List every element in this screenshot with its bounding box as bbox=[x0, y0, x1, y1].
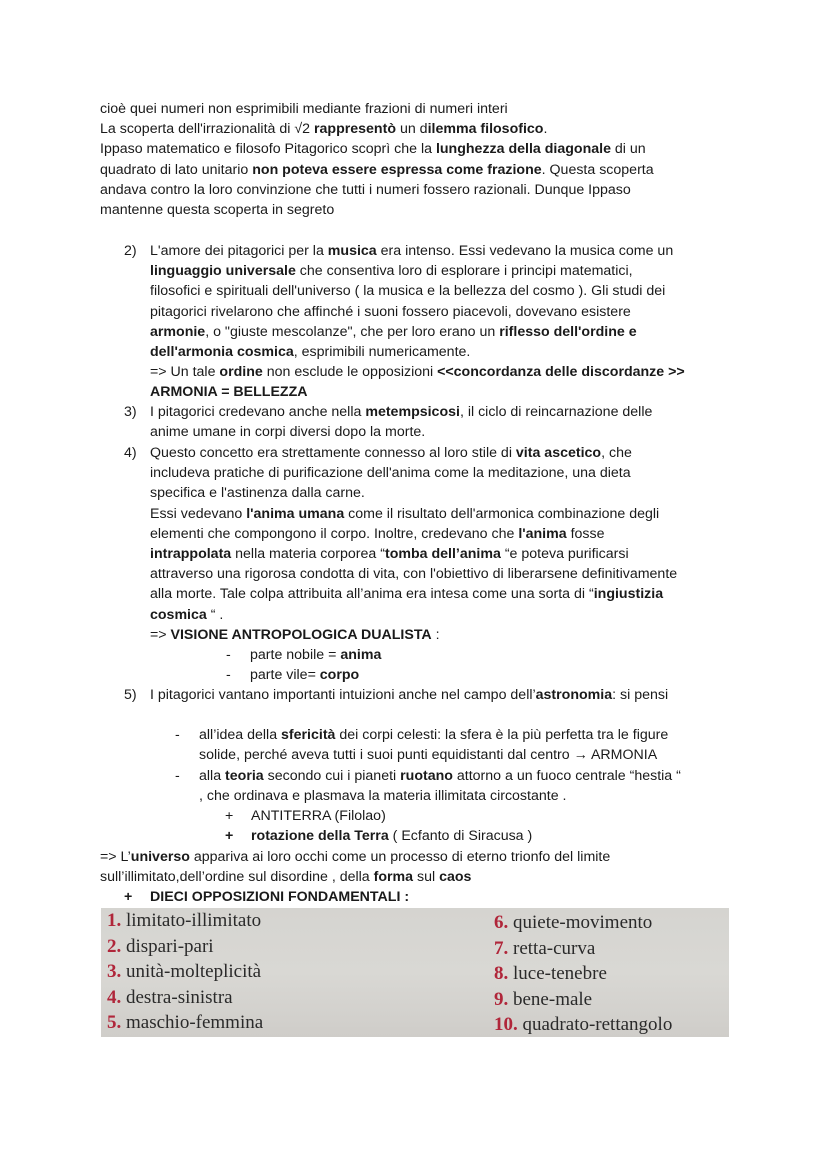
astro-plus-antiterra bbox=[225, 806, 386, 826]
bold-text: forma bbox=[373, 869, 414, 885]
item-number: 10. bbox=[494, 1014, 518, 1035]
list-item-body bbox=[150, 241, 744, 403]
text-span: I pitagorici credevano anche nella bbox=[150, 404, 366, 420]
text-span: , il ciclo di reincarnazione delle bbox=[459, 404, 653, 420]
text-line bbox=[150, 362, 744, 382]
text-line: filosofici e spirituali dell'universo ( la musica e la bellezza del cosmo ). Gli studi dei bbox=[150, 283, 666, 300]
oppositions-left-column bbox=[107, 908, 263, 1036]
text-line bbox=[100, 139, 740, 159]
text-span: che consentiva loro di esplorare i principi matematici, bbox=[295, 263, 633, 280]
bold-text: dell'armonia cosmica bbox=[150, 344, 294, 361]
text-span: sul bbox=[413, 869, 440, 885]
dash-bullet: - bbox=[175, 727, 180, 743]
item-number: 1. bbox=[107, 910, 122, 931]
bold-text: linguaggio universale bbox=[150, 263, 296, 280]
text-line: attraverso una rigorosa condotta di vita, con l'obiettivo di liberarsene definitivamente bbox=[150, 566, 678, 583]
text-span: parte nobile = bbox=[250, 647, 341, 663]
list-item-body bbox=[150, 443, 744, 645]
text-line bbox=[150, 402, 744, 422]
text-span: nella materia corporea “ bbox=[231, 546, 385, 563]
list-item-2 bbox=[124, 241, 744, 403]
bold-text: teoria bbox=[225, 768, 264, 784]
bold-text: tomba dell’anima bbox=[384, 546, 501, 563]
text-line bbox=[150, 685, 744, 705]
bold-text: l'anima bbox=[518, 525, 567, 542]
list-number: 5) bbox=[124, 687, 137, 703]
bold-text: VISIONE ANTROPOLOGICA DUALISTA bbox=[170, 626, 432, 643]
text-span: . bbox=[543, 121, 548, 138]
item-number: 5. bbox=[107, 1012, 122, 1033]
opposition-item bbox=[494, 987, 672, 1013]
text-span: alla morte. Tale colpa attribuita all’anima era intesa come una sorta di “ bbox=[150, 586, 594, 603]
astro-plus-rotation bbox=[225, 826, 532, 846]
bold-text: rappresentò bbox=[314, 121, 396, 138]
oppositions-table-image bbox=[101, 908, 729, 1037]
text-line bbox=[150, 382, 744, 402]
list-item-body bbox=[150, 685, 744, 705]
text-line bbox=[100, 160, 740, 180]
dash-bullet: - bbox=[175, 768, 180, 784]
text-line bbox=[150, 241, 744, 261]
text-span: La scoperta dell'irrazionalità di bbox=[100, 121, 295, 138]
text-line: , che ordinava e plasmava la materia illimitata circostante . bbox=[199, 788, 567, 804]
item-text: unità-molteplicità bbox=[126, 961, 262, 982]
text-span: . Questa scoperta bbox=[541, 161, 654, 178]
text-span: appariva ai loro occhi come un processo di eterno trionfo del limite bbox=[189, 849, 611, 865]
item-text: bene-male bbox=[513, 988, 593, 1010]
text-line bbox=[150, 605, 744, 625]
bold-text: musica bbox=[327, 243, 377, 259]
opposition-item bbox=[107, 908, 263, 934]
text-span: elementi che compongono il corpo. Inoltre, credevano che bbox=[150, 525, 519, 542]
text-span: attorno a un fuoco centrale “hestia “ bbox=[452, 768, 681, 784]
bold-text: ruotano bbox=[400, 768, 453, 784]
opposition-item bbox=[107, 985, 263, 1011]
item-number: 6. bbox=[494, 912, 509, 933]
bold-text: ilemma filosofico bbox=[427, 121, 544, 138]
opposition-item bbox=[107, 959, 263, 985]
item-number: 2. bbox=[107, 935, 122, 957]
text-span: “e poteva purificarsi bbox=[500, 546, 629, 563]
text-line bbox=[150, 544, 744, 564]
text-span: : bbox=[431, 626, 440, 643]
item-number: 9. bbox=[494, 988, 509, 1010]
bold-text: sfericità bbox=[281, 727, 336, 743]
text-span: => bbox=[150, 626, 171, 643]
item-text: quadrato-rettangolo bbox=[522, 1014, 673, 1035]
text-span: Essi vedevano bbox=[150, 505, 247, 522]
sqrt-symbol: √2 bbox=[294, 121, 311, 138]
opposition-item bbox=[494, 910, 672, 936]
list-number: 4) bbox=[124, 445, 137, 461]
text-line: mantenne questa scoperta in segreto bbox=[100, 202, 335, 219]
item-text: maschio-femmina bbox=[126, 1012, 264, 1033]
text-line: anime umane in corpi diversi dopo la morte. bbox=[150, 424, 426, 441]
text-line: includeva pratiche di purificazione dell'anima come la meditazione, una dieta bbox=[150, 465, 631, 482]
text-span: => L’ bbox=[100, 849, 131, 865]
bold-text: <<concordanza delle discordanze >> bbox=[437, 364, 685, 381]
text-line bbox=[150, 625, 744, 645]
text-line: cioè quei numeri non esprimibili mediante frazioni di numeri interi bbox=[100, 101, 508, 117]
bold-text: ARMONIA = BELLEZZA bbox=[150, 384, 308, 401]
text-span: fosse bbox=[566, 525, 605, 542]
text-span: sull’illimitato,dell’ordine sul disordine , della bbox=[100, 869, 374, 885]
text-span: “ . bbox=[206, 606, 224, 623]
bold-text: l'anima umana bbox=[246, 505, 345, 522]
list-item-4 bbox=[124, 443, 744, 645]
list-item-5 bbox=[124, 685, 744, 705]
item-number: 7. bbox=[494, 937, 509, 959]
text-span: => Un tale bbox=[150, 364, 220, 381]
opposition-item bbox=[494, 936, 672, 962]
text-line bbox=[150, 524, 744, 544]
item-text: quiete-movimento bbox=[513, 912, 653, 933]
dualism-item-corpo bbox=[226, 665, 359, 685]
item-text: retta-curva bbox=[513, 937, 596, 959]
bold-text: caos bbox=[439, 869, 472, 885]
text-line bbox=[150, 322, 744, 342]
bold-text: universo bbox=[130, 849, 190, 865]
text-line bbox=[100, 119, 740, 139]
text-span: L'amore dei pitagorici per la bbox=[150, 243, 328, 259]
bold-text: astronomia bbox=[535, 687, 613, 703]
bold-text: vita ascetico bbox=[515, 445, 602, 461]
dash-bullet: - bbox=[226, 647, 231, 663]
opposition-item bbox=[494, 1012, 672, 1037]
dash-bullet: - bbox=[226, 667, 231, 683]
text-span: di un bbox=[610, 141, 646, 158]
astro-bullet-sphericity bbox=[175, 725, 668, 745]
bold-text: riflesso dell'ordine e bbox=[499, 323, 637, 340]
text-line bbox=[150, 342, 744, 362]
dualism-item-anima bbox=[226, 645, 381, 665]
plus-bullet: + bbox=[124, 889, 133, 905]
text-span: parte vile= bbox=[250, 667, 320, 683]
text-span: alla bbox=[199, 768, 226, 784]
text-span: Questo concetto era strettamente connesso al loro stile di bbox=[150, 445, 516, 461]
item-text: luce-tenebre bbox=[513, 963, 607, 984]
text-span: secondo cui i pianeti bbox=[263, 768, 401, 784]
text-span: , che bbox=[601, 445, 632, 461]
astro-bullet-theory bbox=[175, 766, 681, 786]
item-number: 3. bbox=[107, 961, 122, 982]
bold-text: corpo bbox=[319, 667, 360, 683]
text-line bbox=[150, 504, 744, 524]
item-text: limitato-illimitato bbox=[126, 910, 262, 931]
text-span: : si pensi bbox=[612, 687, 669, 703]
bold-text: cosmica bbox=[150, 606, 207, 623]
text-line: specifica e l'astinenza dalla carne. bbox=[150, 485, 365, 502]
intro-paragraph bbox=[100, 99, 740, 220]
text-span: ANTITERRA (Filolao) bbox=[251, 808, 386, 824]
text-line bbox=[150, 261, 744, 281]
text-span: come il risultato dell'armonica combinazione degli bbox=[344, 505, 660, 522]
plus-bullet: + bbox=[225, 808, 234, 824]
bold-text: rotazione della Terra bbox=[251, 828, 389, 844]
text-span: all’idea della bbox=[199, 727, 282, 743]
bold-text: DIECI OPPOSIZIONI FONDAMENTALI : bbox=[150, 889, 410, 905]
item-number: 4. bbox=[107, 986, 122, 1008]
bold-text: ingiustizia bbox=[593, 586, 664, 603]
text-span: Ippaso matematico e filosofo Pitagorico scoprì che la bbox=[100, 141, 436, 158]
item-text: dispari-pari bbox=[126, 935, 214, 957]
bold-text: anima bbox=[340, 647, 382, 663]
text-span: , o "giuste mescolanze", che per loro erano un bbox=[205, 323, 500, 340]
text-line: solide, perché aveva tutti i suoi punti equidistanti dal centro → ARMONIA bbox=[199, 747, 658, 763]
text-line bbox=[150, 584, 744, 604]
text-span: non esclude le opposizioni bbox=[262, 364, 438, 381]
item-text: destra-sinistra bbox=[126, 986, 233, 1008]
list-item-3 bbox=[124, 402, 744, 442]
opposition-item bbox=[107, 1010, 263, 1036]
bold-text: ordine bbox=[219, 364, 263, 381]
text-span: un d bbox=[396, 121, 428, 138]
text-span: dei corpi celesti: la sfera è la più perfetta tra le figure bbox=[335, 727, 669, 743]
list-item-body bbox=[150, 402, 744, 442]
oppositions-heading bbox=[124, 887, 409, 907]
bold-text: lunghezza della diagonale bbox=[435, 141, 611, 158]
text-span: I pitagorici vantano importanti intuizioni anche nel campo dell’ bbox=[150, 687, 536, 703]
text-line: andava contro la loro convinzione che tutti i numeri fossero razionali. Dunque Ippaso bbox=[100, 181, 631, 198]
text-line bbox=[150, 443, 744, 463]
oppositions-right-column bbox=[494, 910, 672, 1037]
list-number: 3) bbox=[124, 404, 137, 420]
text-span: era intenso. Essi vedevano la musica come un bbox=[376, 243, 674, 259]
bold-text: armonie bbox=[150, 323, 206, 340]
bold-text: non poteva essere espressa come frazione bbox=[252, 161, 542, 178]
text-span: ( Ecfanto di Siracusa ) bbox=[388, 828, 533, 844]
opposition-item bbox=[494, 961, 672, 987]
list-number: 2) bbox=[124, 243, 137, 259]
text-span: quadrato di lato unitario bbox=[100, 161, 253, 178]
bold-text: metempsicosi bbox=[365, 404, 460, 420]
text-span: , esprimibili numericamente. bbox=[293, 344, 471, 361]
text-line: pitagorici rivelarono che affinché i suoni fossero piacevoli, dovevano esistere bbox=[150, 303, 631, 320]
opposition-item bbox=[107, 934, 263, 960]
conclusion-line-1 bbox=[100, 847, 610, 867]
conclusion-line-2 bbox=[100, 867, 471, 887]
plus-bullet: + bbox=[225, 828, 234, 844]
bold-text: intrappolata bbox=[150, 546, 232, 563]
item-number: 8. bbox=[494, 963, 509, 984]
